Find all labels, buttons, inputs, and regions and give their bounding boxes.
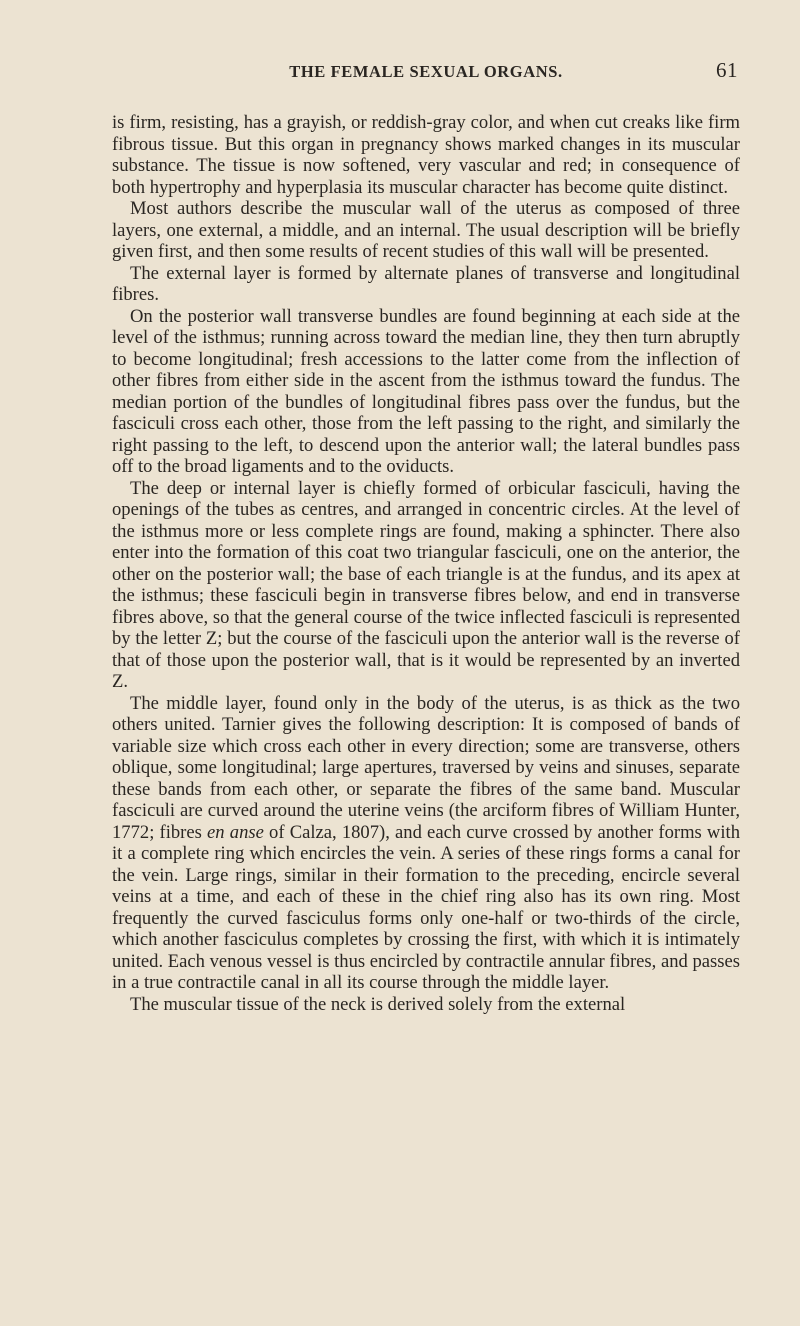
- paragraph-neck: The muscular tissue of the neck is derived solely from the external: [130, 993, 626, 1015]
- page-header: [112, 58, 740, 84]
- running-title: THE FEMALE SEXUAL ORGANS.: [289, 62, 563, 81]
- page-number: 61: [716, 58, 738, 82]
- paragraph-external-layer: The external layer is formed by alternate planes of transverse and longitudinal fibres.: [112, 262, 740, 305]
- middle-layer-text-after: of Calza, 1807), and each curve crossed by another forms with it a complete ring which encircles the vein. A series of these rings forms a canal for the vein. Large rings, similar in their formation to the preceding, encircle several veins at a time, and each of these in the chief ring also has its own ring. Most frequently the curved fasciculus forms only one-half or two-thirds of the circle, which another fasciculus completes by crossing the first, with which it is intimately united. Each venous vessel is thus encircled by contractile annular fibres, and passes in a true contractile canal in all its course through the middle layer.: [112, 821, 740, 993]
- paragraph-layers-intro: Most authors describe the muscular wall of the uterus as composed of three layers, one external, a middle, and an internal. The usual description will be briefly given first, and then some results of recent studies of this wall will be presented.: [112, 198, 740, 262]
- paragraph-internal-layer: The deep or internal layer is chiefly formed of orbicular fasciculi, having the openings of the tubes as centres, and arranged in concentric circles. At the level of the isthmus more or less complete rings are found, making a sphincter. There also enter into the formation of this coat two triangular fasciculi, one on the anterior, the other on the posterior wall; the base of each triangle is at the fundus, and its apex at the isthmus; these fasciculi begin in transverse fibres below, and end in transverse fibres above, so that the general course of the twice inflected fasciculi is represented by the letter Z; but the course of the fasciculi upon the anterior wall is the reverse of that of those upon the posterior wall, that is it would be represented by an inverted Z.: [112, 477, 740, 692]
- paragraph-continuation: is firm, resisting, has a grayish, or reddish-gray color, and when cut creaks like firm fibrous tissue. But this organ in pregnancy shows marked changes in its muscular substance. The tissue is now softened, very vascular and red; in consequence of both hypertrophy and hyperplasia its muscular character has become quite distinct.: [112, 112, 740, 198]
- middle-layer-italic-term: en anse: [207, 821, 264, 843]
- middle-layer-text-before: The middle layer, found only in the body of the uterus, is as thick as the two others united. Tarnier gives the following description: It is composed of bands of variable size which cross each other in every direction; some are transverse, others oblique, some longitudinal; large apertures, traversed by veins and sinuses, separate these bands from each other, or separate the fibres of the same band. Muscular fasciculi are curved around the uterine veins (the arciform fibres of William Hunter, 1772; fibres: [112, 692, 740, 843]
- paragraph-middle-layer: [112, 693, 740, 994]
- paragraph-posterior-wall: On the posterior wall transverse bundles are found beginning at each side at the level of the isthmus; running across toward the median line, they then turn abruptly to become longitudinal; fresh accessions to the latter come from the inflection of other fibres from either side in the ascent from the isthmus toward the fundus. The median portion of the bundles of longitudinal fibres pass over the fundus, but the fasciculi cross each other, those from the left passing to the right, and similarly the right passing to the left, to descend upon the anterior wall; the lateral bundles pass off to the broad ligaments and to the oviducts.: [112, 305, 740, 477]
- body-text: [112, 112, 740, 1015]
